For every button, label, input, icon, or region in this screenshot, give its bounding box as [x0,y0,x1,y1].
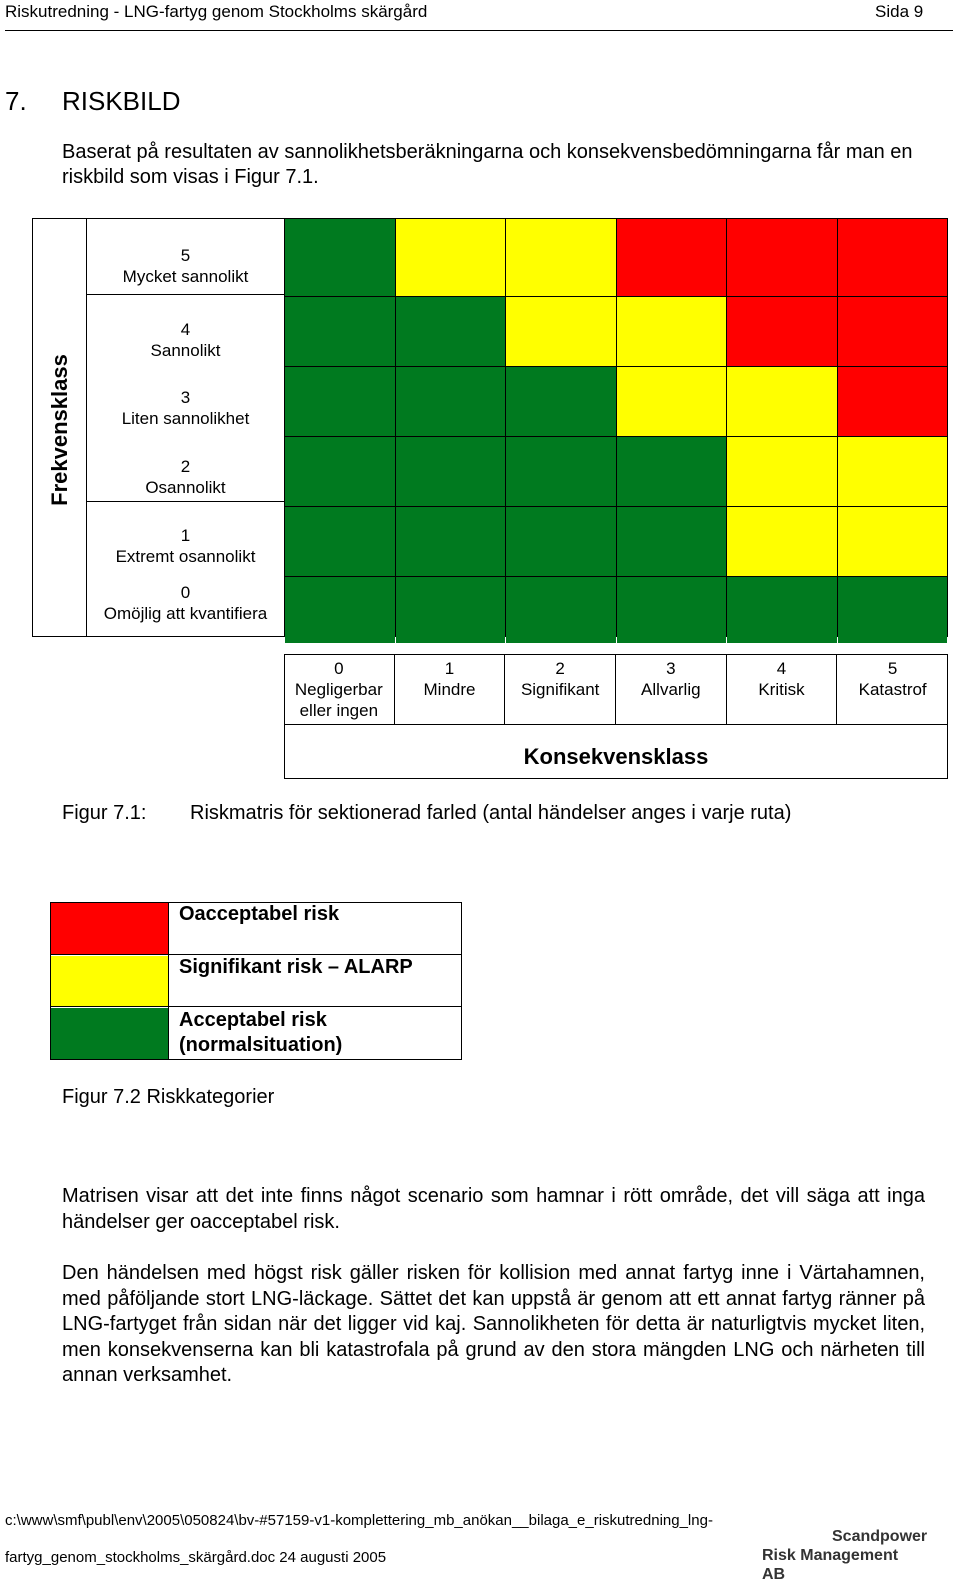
column-label-4: 4 Kritisk [727,654,838,724]
figure2-caption: Figur 7.2 Riskkategorier [62,1086,275,1108]
matrix-cell-red [838,219,948,296]
body-paragraph: Den händelsen med högst risk gäller risken för kollision med annat fartyg inne i Värtahamnen, med påföljande stort LNG-läckage. Sättet det kan uppstå är genom att ett annat fartyg ränner på LNG-fartyget från sidan när det ligger vid kaj. Sannolikheten för detta är naturligtvis mycket liten, men konsekvenserna kan bli katastrofala på grund av den stora mängden LNG och närheten till annan verksamhet. [62,1262,925,1386]
column-label-2: 2 Signifikant [505,654,616,724]
section-number: 7. [5,86,27,116]
row-separator [87,501,284,502]
row-label-2: 2 Osannolikt [145,457,226,497]
consequence-rule [284,724,948,725]
matrix-cell-green [506,577,616,643]
matrix-cell-yellow [727,367,837,436]
row-label-4: 4 Sannolikt [150,320,221,360]
legend-label-unacceptable: Oacceptabel risk [179,903,340,925]
matrix-cell-yellow [506,219,616,296]
company-logo [762,1527,928,1584]
matrix-cell-yellow [617,297,727,366]
matrix-cell-green [506,507,616,576]
matrix-cell-green [617,577,727,643]
footer-filename-date: fartyg_genom_stockholms_skärgård.doc 24 augusti 2005 [5,1549,387,1566]
logo-line-1: Scandpower [832,1528,928,1545]
figure1-caption: Riskmatris för sektionerad farled (antal händelser anges i varje ruta) [190,802,792,824]
frequency-axis-title [33,230,86,630]
legend-separator [51,1006,461,1007]
legend-label-acceptable: Acceptabel risk (normalsituation) [179,1009,343,1056]
column-label-1: 1 Mindre [395,654,506,724]
matrix-cell-yellow [838,437,948,506]
matrix-cell-green [617,437,727,506]
matrix-cell-green [285,437,395,506]
row-label-0: 0 Omöjlig att kvantifiera [103,583,268,623]
matrix-cell-red [727,297,837,366]
row-label-3: 3 Liten sannolikhet [121,388,250,428]
matrix-cell-yellow [727,437,837,506]
matrix-cell-red [838,297,948,366]
footer-path: c:\www\smf\publ\env\2005\050824\bv-#57159-v1-komplettering_mb_anökan__bilaga_e_riskutredning_lng- [5,1512,713,1529]
matrix-cell-red [617,219,727,296]
matrix-cell-red [727,219,837,296]
section-title: RISKBILD [62,86,181,116]
matrix-cell-green [285,577,395,643]
matrix-cell-green [727,577,837,643]
body-paragraph: Matrisen visar att det inte finns något scenario som hamnar i rött område, det vill säga att inga händelser ger oacceptabel risk. [62,1185,925,1233]
legend-swatch-red [51,903,168,955]
matrix-cell-red [838,367,948,436]
matrix-cell-green [396,577,506,643]
row-label-1: 1 Extremt osannolikt [115,526,256,566]
risk-matrix-grid [284,218,948,637]
matrix-cell-green [617,507,727,576]
matrix-cell-green [285,367,395,436]
document-title: Riskutredning - LNG-fartyg genom Stockholms skärgård [5,2,428,21]
matrix-cell-green [396,367,506,436]
matrix-cell-green [838,577,948,643]
matrix-cell-yellow [838,507,948,576]
matrix-cell-yellow [506,297,616,366]
column-label-3: 3 Allvarlig [616,654,727,724]
matrix-cell-green [285,507,395,576]
row-label-5: 5 Mycket sannolikt [122,246,249,286]
consequence-columns [284,654,948,724]
matrix-cell-yellow [727,507,837,576]
matrix-cell-yellow [396,219,506,296]
column-label-5: 5 Katastrof [858,659,927,699]
matrix-cell-yellow [617,367,727,436]
legend-swatch-yellow [51,956,168,1007]
intro-paragraph: Baserat på resultaten av sannolikhetsberäkningarna och konsekvensbedömningarna får man en riskbild som visas i Figur 7.1. [62,141,913,188]
logo-line-2: Risk Management AB [762,1547,899,1583]
column-label-0: 0 Negligerbar eller ingen [284,654,395,724]
frequency-axis-title-text: Frekvensklass [46,354,72,506]
matrix-cell-green [285,297,395,366]
matrix-cell-green [506,367,616,436]
matrix-cell-green [396,297,506,366]
matrix-cell-green [285,219,395,296]
page-number: Sida 9 [875,2,924,21]
consequence-axis-title: Konsekvensklass [523,744,709,769]
matrix-cell-green [396,437,506,506]
matrix-cell-green [396,507,506,576]
row-separator [87,294,284,295]
legend-divider [168,902,169,1060]
legend-swatch-green [51,1008,168,1059]
header-rule [5,30,953,31]
figure1-number: Figur 7.1: [62,802,147,824]
legend-label-alarp: Signifikant risk – ALARP [179,956,413,978]
matrix-cell-green [506,437,616,506]
